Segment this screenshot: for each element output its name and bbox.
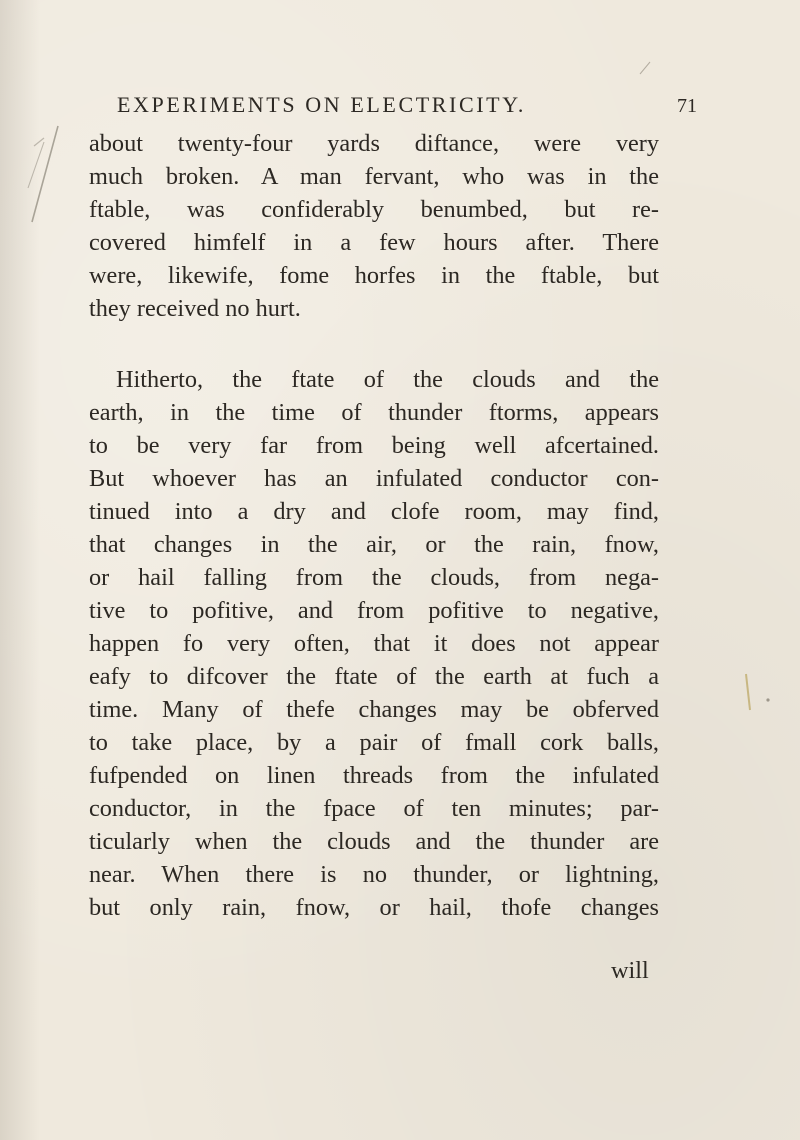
text-line: much broken. A man fervant, who was in the	[89, 163, 659, 190]
text-line: to take place, by a pair of fmall cork balls,	[89, 729, 659, 756]
text-line: tinued into a dry and clofe room, may find,	[89, 498, 659, 525]
body-text	[89, 127, 659, 924]
page-top-tick	[636, 58, 656, 78]
text-line: But whoever has an infulated conductor con-	[89, 465, 659, 492]
paragraph-1	[89, 127, 659, 325]
text-line: ftable, was confiderably benumbed, but re-	[89, 196, 659, 223]
text-line: conductor, in the fpace of ten minutes; par-	[89, 795, 659, 822]
page-number: 71	[677, 95, 697, 117]
text-line: but only rain, fnow, or hail, thofe changes	[89, 894, 659, 921]
paragraph-gap	[89, 325, 659, 363]
text-line: they received no hurt.	[89, 295, 301, 322]
text-line: covered himfelf in a few hours after. There	[89, 229, 659, 256]
text-line: fufpended on linen threads from the infulated	[89, 762, 659, 789]
catchword: will	[611, 957, 649, 984]
margin-ink-speck	[736, 670, 776, 730]
text-line: were, likewife, fome horfes in the ftable, but	[89, 262, 659, 289]
text-line: that changes in the air, or the rain, fnow,	[89, 531, 659, 558]
text-line: eafy to difcover the ftate of the earth at fuch a	[89, 663, 659, 690]
text-line: or hail falling from the clouds, from nega-	[89, 564, 659, 591]
text-line: Hitherto, the ftate of the clouds and the	[116, 366, 659, 393]
text-line: to be very far from being well afcertained.	[89, 432, 659, 459]
text-line: about twenty-four yards diftance, were very	[89, 130, 659, 157]
margin-pencil-marks	[20, 118, 70, 228]
text-line: near. When there is no thunder, or lightning,	[89, 861, 659, 888]
paragraph-2	[89, 363, 659, 924]
text-line: ticularly when the clouds and the thunder are	[89, 828, 659, 855]
text-line: happen fo very often, that it does not appear	[89, 630, 659, 657]
running-head	[117, 92, 697, 118]
running-head-title: EXPERIMENTS ON ELECTRICITY.	[117, 92, 526, 117]
text-line: earth, in the time of thunder ftorms, appears	[89, 399, 659, 426]
text-line: time. Many of thefe changes may be obferved	[89, 696, 659, 723]
text-line: tive to pofitive, and from pofitive to negative,	[89, 597, 659, 624]
